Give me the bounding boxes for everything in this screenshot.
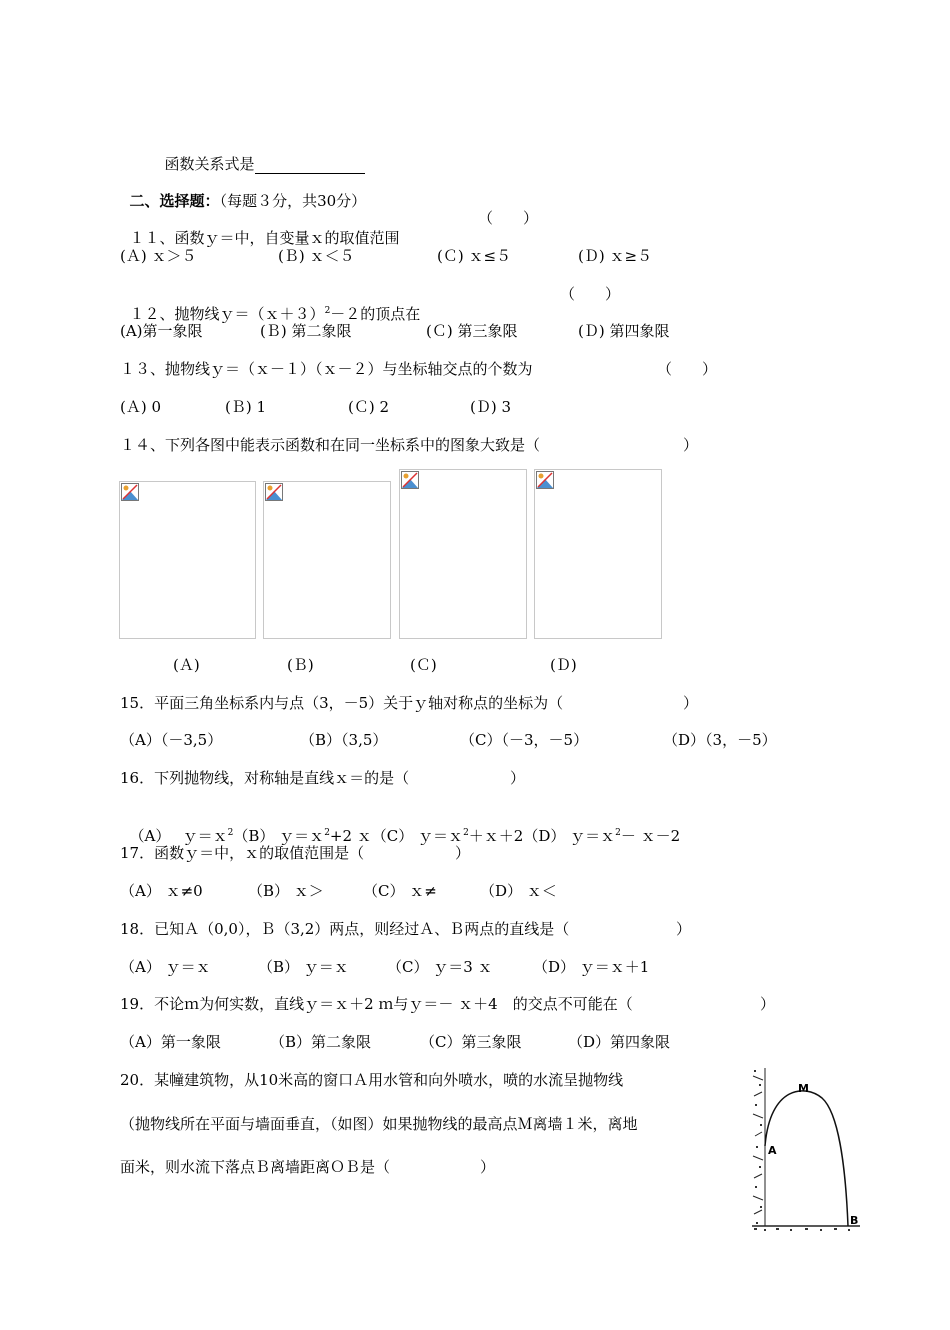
q13-option-a[interactable]: (Ａ) 0 [120,398,162,416]
q15-option-c[interactable]: （C）（－3，－5） [460,731,589,749]
broken-image-icon [536,471,554,489]
question-12-answer-paren[interactable]: （ ） [560,285,621,303]
parabola-diagram [750,1066,865,1236]
q19-option-d[interactable]: （D）第四象限 [568,1033,671,1051]
question-15-paren-close: ） [683,694,699,712]
q11-option-c[interactable]: (Ｃ) ｘ≤５ [437,247,512,265]
q16-option-c[interactable]: +2 ｘ（C） ｙ＝ｘ [329,827,464,845]
q11-option-b[interactable]: (Ｂ) ｘ＜５ [278,247,355,265]
q16-options-line[interactable] [120,806,680,846]
graph-image-b[interactable] [263,481,391,639]
graph-image-d[interactable] [534,469,662,639]
q16-option-a[interactable]: （A） ｙ＝ｘ [129,827,228,845]
q12-option-d[interactable]: (Ｄ) 第四象限 [578,322,670,340]
q17-option-d[interactable]: （D） ｘ＜ [480,882,557,900]
question-16-stem: 16．下列抛物线，对称轴是直线ｘ＝的是（ [120,769,410,787]
q16-exponent: 2 [227,828,234,838]
question-12-stem [120,284,420,324]
question-12-text-a: １２、抛物线ｙ＝（ｘ＋３） [129,305,325,323]
q16-option-b[interactable]: （B） ｙ＝ｘ [233,827,325,845]
graph-caption-c: (Ｃ) [410,656,437,674]
question-18-stem: 18．已知Ａ（0,0），Ｂ（3,2）两点，则经过Ａ、Ｂ两点的直线是（ [120,920,570,938]
answer-line [155,134,365,174]
q16-exponent: 2 [615,828,621,838]
question-11-text: １１、函数ｙ＝中，自变量ｘ的取值范围 [129,229,400,247]
q12-option-b[interactable]: (Ｂ) 第二象限 [260,322,352,340]
q11-option-a[interactable]: (Ａ) ｘ＞５ [120,247,197,265]
graph-image-a[interactable] [119,481,256,639]
q17-option-a[interactable]: （A） ｘ≠0 [120,882,203,900]
broken-image-icon [121,483,139,501]
question-20-paren-close: ） [480,1158,496,1176]
q13-option-d[interactable]: (Ｄ) 3 [470,398,512,416]
q19-option-c[interactable]: （C）第三象限 [420,1033,522,1051]
q19-option-a[interactable]: （A）第一象限 [120,1033,221,1051]
q12-option-a[interactable]: (A)第一象限 [120,322,203,340]
point-m-label: M [798,1082,809,1095]
q15-option-a[interactable]: （A）（－3,5） [120,731,223,749]
q16-option-d-tail: － ｘ－2 [620,827,681,845]
question-20-line-2: （抛物线所在平面与墙面垂直，（如图）如果抛物线的最高点Ｍ离墙１米，离地 [120,1115,638,1133]
question-14-stem: １４、下列各图中能表示函数和在同一坐标系中的图象大致是（ [120,436,541,454]
section-title-note: （每题３分，共30分） [219,192,367,210]
question-17-stem: 17．函数ｙ＝中，ｘ的取值范围是（ [120,844,365,862]
graph-caption-d: (Ｄ) [550,656,577,674]
question-13-stem: １３、抛物线ｙ＝（ｘ－１）（ｘ－２）与坐标轴交点的个数为 [120,360,533,378]
question-19-paren-close: ） [760,995,776,1013]
section-title [120,171,366,211]
question-19-stem: 19．不论ｍ为何实数，直线ｙ＝ｘ＋2 ｍ与ｙ＝－ ｘ＋4 的交点不可能在（ [120,995,633,1013]
q16-option-d[interactable]: ＋ｘ＋2（D） ｙ＝ｘ [468,827,616,845]
q11-option-d[interactable]: (Ｄ) ｘ≥５ [578,247,653,265]
q12-option-c[interactable]: (Ｃ) 第三象限 [426,322,518,340]
question-15-stem: 15．平面三角坐标系内与点（3，－5）关于ｙ轴对称点的坐标为（ [120,694,564,712]
answer-line-text: 函数关系式是 [164,155,255,173]
question-12-exponent: 2 [324,306,331,316]
question-18-paren-close: ） [676,920,692,938]
section-title-bold: 二、选择题： [129,192,220,210]
q19-option-b[interactable]: （B）第二象限 [270,1033,372,1051]
q16-exponent: 2 [324,828,330,838]
graph-image-c[interactable] [399,469,527,639]
graph-caption-b: (Ｂ) [287,656,314,674]
question-11-answer-paren[interactable]: （ ） [478,209,539,227]
question-12-text-b: －２的顶点在 [330,305,421,323]
q13-option-c[interactable]: (Ｃ) 2 [348,398,390,416]
question-11-stem [120,208,400,248]
question-14-paren-close: ） [683,436,699,454]
question-20-line-1: 20．某幢建筑物，从10米高的窗口Ａ用水管和向外喷水，喷的水流呈抛物线 [120,1071,624,1089]
q17-option-c[interactable]: （C） ｘ≠ [363,882,437,900]
graph-caption-a: (Ａ) [173,656,200,674]
q15-option-d[interactable]: （D）（3，－5） [663,731,777,749]
broken-image-icon [401,471,419,489]
question-13-answer-paren[interactable]: （ ） [657,360,718,378]
q18-option-a[interactable]: （A） ｙ＝ｘ [120,958,211,976]
fountain-figure [750,1066,865,1236]
q18-option-d[interactable]: （D） ｙ＝ｘ＋1 [533,958,650,976]
q13-option-b[interactable]: (Ｂ) 1 [225,398,267,416]
q17-option-b[interactable]: （B） ｘ＞ [248,882,324,900]
question-20-line-3: 面米，则水流下落点Ｂ离墙距离ＯＢ是（ [120,1158,391,1176]
question-16-paren-close: ） [510,769,526,787]
broken-image-icon [265,483,283,501]
question-17-paren-close: ） [455,844,471,862]
point-a-label: A [768,1144,777,1157]
parabola-curve [765,1091,848,1226]
q16-exponent: 2 [463,828,469,838]
q18-option-c[interactable]: （C） ｙ＝3 ｘ [387,958,493,976]
q18-option-b[interactable]: （B） ｙ＝ｘ [258,958,349,976]
point-b-label: B [850,1214,859,1227]
q15-option-b[interactable]: （B）（3,5） [300,731,388,749]
